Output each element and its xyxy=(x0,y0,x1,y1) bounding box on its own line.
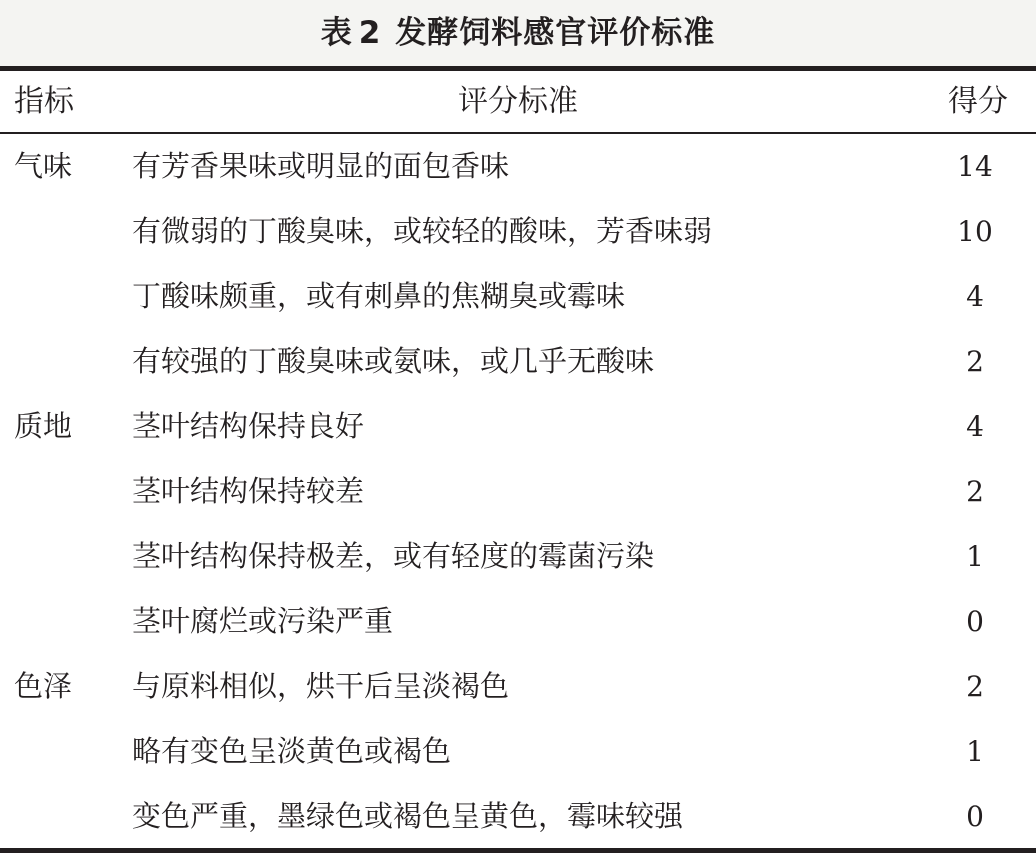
table-row xyxy=(0,329,1036,394)
table-row xyxy=(0,134,1036,199)
caption-label: 表 xyxy=(320,15,353,51)
table-row xyxy=(0,784,1036,849)
row-criteria: 茎叶结构保持极差，或有轻度的霉菌污染 xyxy=(132,539,655,573)
row-criteria: 略有变色呈淡黄色或褐色 xyxy=(132,734,452,768)
table-row xyxy=(0,524,1036,589)
row-indicator: 气味 xyxy=(14,149,73,183)
header-score: 得分 xyxy=(948,84,1008,119)
row-score: 2 xyxy=(966,345,984,378)
table-row xyxy=(0,199,1036,264)
row-score: 1 xyxy=(966,540,984,573)
row-criteria: 与原料相似，烘干后呈淡褐色 xyxy=(132,669,510,703)
row-criteria: 有微弱的丁酸臭味，或较轻的酸味，芳香味弱 xyxy=(132,214,713,248)
row-score: 2 xyxy=(966,475,984,508)
row-criteria: 茎叶腐烂或污染严重 xyxy=(132,604,394,638)
row-score: 4 xyxy=(966,280,984,313)
row-score: 4 xyxy=(966,410,984,443)
header-criteria: 评分标准 xyxy=(458,84,578,119)
row-score: 1 xyxy=(966,735,984,768)
row-score: 0 xyxy=(966,605,984,638)
row-indicator: 色泽 xyxy=(14,669,73,703)
table-body xyxy=(0,134,1036,849)
row-criteria: 变色严重，墨绿色或褐色呈黄色，霉味较强 xyxy=(132,799,684,833)
table-row xyxy=(0,654,1036,719)
table-row xyxy=(0,264,1036,329)
table-row xyxy=(0,589,1036,654)
row-indicator: 质地 xyxy=(14,409,73,443)
row-criteria: 茎叶结构保持良好 xyxy=(132,409,365,443)
row-score: 0 xyxy=(966,800,984,833)
row-criteria: 茎叶结构保持较差 xyxy=(132,474,365,508)
table-row xyxy=(0,459,1036,524)
table-header-row xyxy=(0,71,1036,132)
table-row xyxy=(0,394,1036,459)
row-criteria: 有较强的丁酸臭味或氨味，或几乎无酸味 xyxy=(132,344,655,378)
caption-title: 发酵饲料感官评价标准 xyxy=(395,15,716,51)
caption-number: 2 xyxy=(358,15,382,51)
table-caption xyxy=(0,0,1036,66)
row-score: 10 xyxy=(957,215,993,248)
header-indicator: 指标 xyxy=(14,84,74,119)
table-bottom-rule xyxy=(0,848,1036,853)
row-score: 14 xyxy=(957,150,993,183)
row-criteria: 丁酸味颇重，或有刺鼻的焦糊臭或霉味 xyxy=(132,279,626,313)
row-score: 2 xyxy=(966,670,984,703)
row-criteria: 有芳香果味或明显的面包香味 xyxy=(132,149,510,183)
table-row xyxy=(0,719,1036,784)
